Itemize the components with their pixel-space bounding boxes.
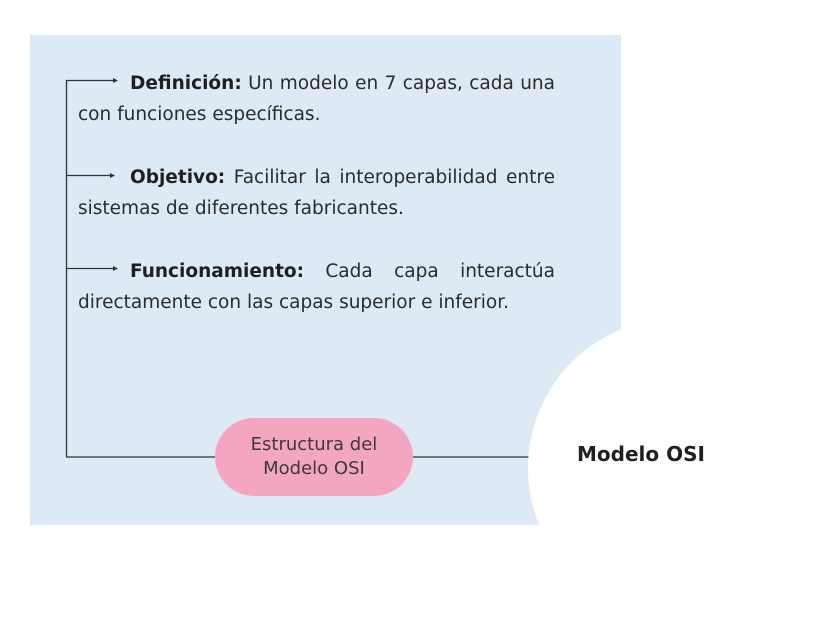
item-text: Cada capa interactúa directamente con las capas superior e inferior. — [78, 261, 555, 313]
item-text: Un modelo en 7 capas, cada una con funciones específicas. — [78, 73, 555, 125]
item-label: Funcionamiento: — [130, 261, 305, 282]
root-node-label: Modelo OSI — [577, 442, 705, 466]
item-label: Definición: — [130, 73, 242, 94]
item-objetivo — [78, 162, 555, 224]
estructura-node[interactable] — [215, 418, 413, 496]
item-label: Objetivo: — [130, 167, 226, 188]
item-text: Facilitar la interoperabilidad entre sistemas de diferentes fabricantes. — [78, 167, 555, 219]
node-line-2: Modelo OSI — [263, 458, 365, 479]
item-definicion — [78, 68, 555, 130]
node-line-1: Estructura del — [250, 434, 378, 455]
root-node[interactable] — [528, 318, 828, 618]
item-funcionamiento — [78, 256, 555, 318]
